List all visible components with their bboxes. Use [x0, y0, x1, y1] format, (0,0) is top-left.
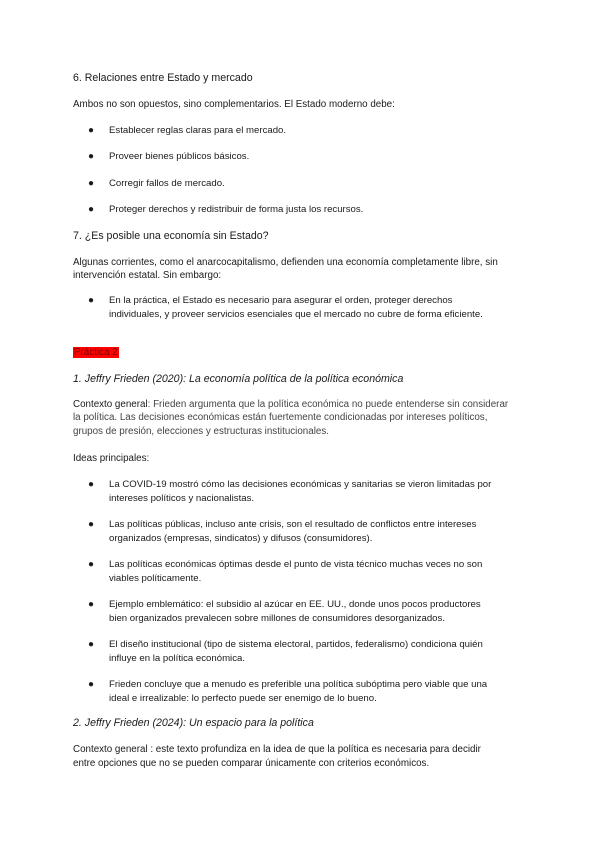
section-7-intro-line-2: intervención estatal. Sin embargo:: [73, 270, 222, 281]
reading-2-context-line-1: [73, 743, 481, 757]
list-item-text-line-2: influye en la política económica.: [109, 653, 245, 664]
list-item-text-line-2: viables políticamente.: [109, 573, 202, 584]
bullet-dot-icon: ●: [88, 559, 95, 570]
reading-2-context-line-2: entre opciones que no se pueden comparar únicamente con criterios económicos.: [73, 758, 430, 769]
bullet-dot-icon: ●: [88, 599, 95, 610]
list-item-text-line-2: ideal e irrealizable: lo perfecto puede ser enemigo de lo bueno.: [109, 693, 377, 704]
bullet-dot-icon: ●: [88, 178, 95, 189]
list-item-text-line-1: En la práctica, el Estado es necesario para asegurar el orden, proteger derechos: [109, 295, 453, 306]
list-item-text-line-1: La COVID-19 mostró cómo las decisiones económicas y sanitarias se vieron limitadas por: [109, 479, 492, 490]
list-item-text-line-1: El diseño institucional (tipo de sistema electoral, partidos, federalismo) condiciona quién: [109, 639, 483, 650]
list-item-text-line-1: Las políticas económicas óptimas desde el punto de vista técnico muchas veces no son: [109, 559, 483, 570]
bullet-dot-icon: ●: [88, 151, 95, 162]
list-item-text-line-2: individuales, y proveer servicios esenciales que el mercado no cubre de forma eficiente.: [109, 309, 483, 320]
list-item-text-line-2: organizados (empresas, sindicatos) y difusos (consumidores).: [109, 533, 373, 544]
context-label: Contexto general: [73, 744, 148, 755]
reading-1-context-line-1: [73, 398, 508, 412]
list-item-text-line-1: Ejemplo emblemático: el subsidio al azúcar en EE. UU., donde unos pocos productores: [109, 599, 481, 610]
context-label: Contexto general: [73, 399, 148, 410]
bullet-dot-icon: ●: [88, 519, 95, 530]
bullet-dot-icon: ●: [88, 295, 95, 306]
bullet-dot-icon: ●: [88, 204, 95, 215]
reading-1-context-line-3: grupos de presión, elecciones y estructuras institucionales.: [73, 426, 329, 437]
bullet-dot-icon: ●: [88, 679, 95, 690]
context-text: : este texto profundiza en la idea de que la política es necesaria para decidir: [147, 744, 481, 755]
context-text: : Frieden argumenta que la política económica no puede entenderse sin considerar: [147, 399, 509, 410]
list-item-text-line-1: Frieden concluye que a menudo es preferible una política subóptima pero viable que una: [109, 679, 488, 690]
bullet-dot-icon: ●: [88, 639, 95, 650]
list-item-text-line-2: intereses políticos y nacionalistas.: [109, 493, 255, 504]
list-item-text-line-1: Las políticas públicas, incluso ante crisis, son el resultado de conflictos entre intereses: [109, 519, 477, 530]
section-7-intro-line-1: Algunas corrientes, como el anarcocapitalismo, defienden una economía completamente libre, sin: [73, 257, 498, 268]
reading-1-title: 1. Jeffry Frieden (2020): La economía política de la política económica: [73, 373, 404, 385]
list-item-text-line-2: bien organizados prevalecen sobre millones de consumidores desorganizados.: [109, 613, 445, 624]
reading-1-context-line-2: la política. Las decisiones económicas están fuertemente condicionadas por intereses políticos,: [73, 412, 488, 423]
practica-label: [73, 346, 119, 360]
bullet-dot-icon: ●: [88, 125, 95, 136]
bullet-dot-icon: ●: [88, 479, 95, 490]
section-6-title: 6. Relaciones entre Estado y mercado: [73, 72, 253, 84]
list-item-text: Proteger derechos y redistribuir de forma justa los recursos.: [109, 204, 364, 215]
list-item-text: Proveer bienes públicos básicos.: [109, 151, 250, 162]
section-7-title: 7. ¿Es posible una economía sin Estado?: [73, 230, 269, 242]
practica-highlight: Práctica 2: [74, 347, 118, 358]
ideas-label: Ideas principales:: [73, 453, 150, 464]
section-6-intro: Ambos no son opuestos, sino complementarios. El Estado moderno debe:: [73, 99, 395, 110]
list-item-text: Corregir fallos de mercado.: [109, 178, 225, 189]
list-item-text: Establecer reglas claras para el mercado.: [109, 125, 287, 136]
reading-2-title: 2. Jeffry Frieden (2024): Un espacio para la política: [73, 717, 314, 729]
